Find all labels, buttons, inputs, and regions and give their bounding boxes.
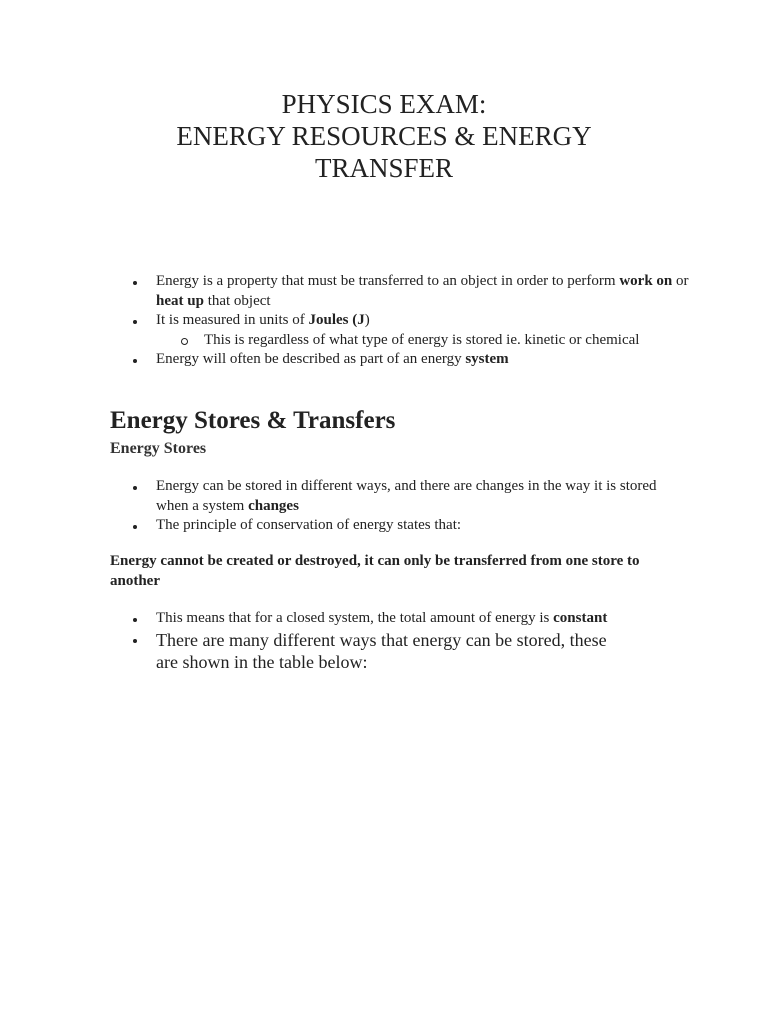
stores-bullet-2: The principle of conservation of energy states that: — [110, 516, 690, 536]
section-heading: Energy Stores & Transfers — [110, 407, 396, 434]
title-line-2: ENERGY RESOURCES & ENERGY — [176, 121, 592, 151]
title-line-1: PHYSICS EXAM: — [281, 89, 487, 119]
intro-bullet-3: Energy will often be described as part of an energy system — [110, 350, 690, 370]
intro-bullet-2: It is measured in units of Joules (J) This is regardless of what type of energy is stored ie. kinetic or chemical — [110, 311, 690, 350]
title-line-3: TRANSFER — [314, 153, 454, 183]
stores-list — [110, 477, 690, 536]
section-subheading: Energy Stores — [110, 440, 207, 457]
closing-list — [110, 609, 670, 674]
conservation-principle: Energy cannot be created or destroyed, it can only be transferred from one store to another — [110, 553, 640, 589]
intro-list — [110, 272, 690, 370]
intro-sub-bullet: This is regardless of what type of energy is stored ie. kinetic or chemical — [110, 331, 690, 351]
intro-bullet-1: Energy is a property that must be transferred to an object in order to perform work on or heat up that object — [110, 272, 690, 311]
closing-bullet-2: There are many different ways that energy can be stored, these are shown in the table below: — [110, 629, 670, 674]
stores-bullet-1: Energy can be stored in different ways, and there are changes in the way it is stored when a system changes — [110, 477, 690, 516]
closing-bullet-1: This means that for a closed system, the total amount of energy is constant — [110, 609, 670, 629]
page-title — [0, 88, 768, 184]
